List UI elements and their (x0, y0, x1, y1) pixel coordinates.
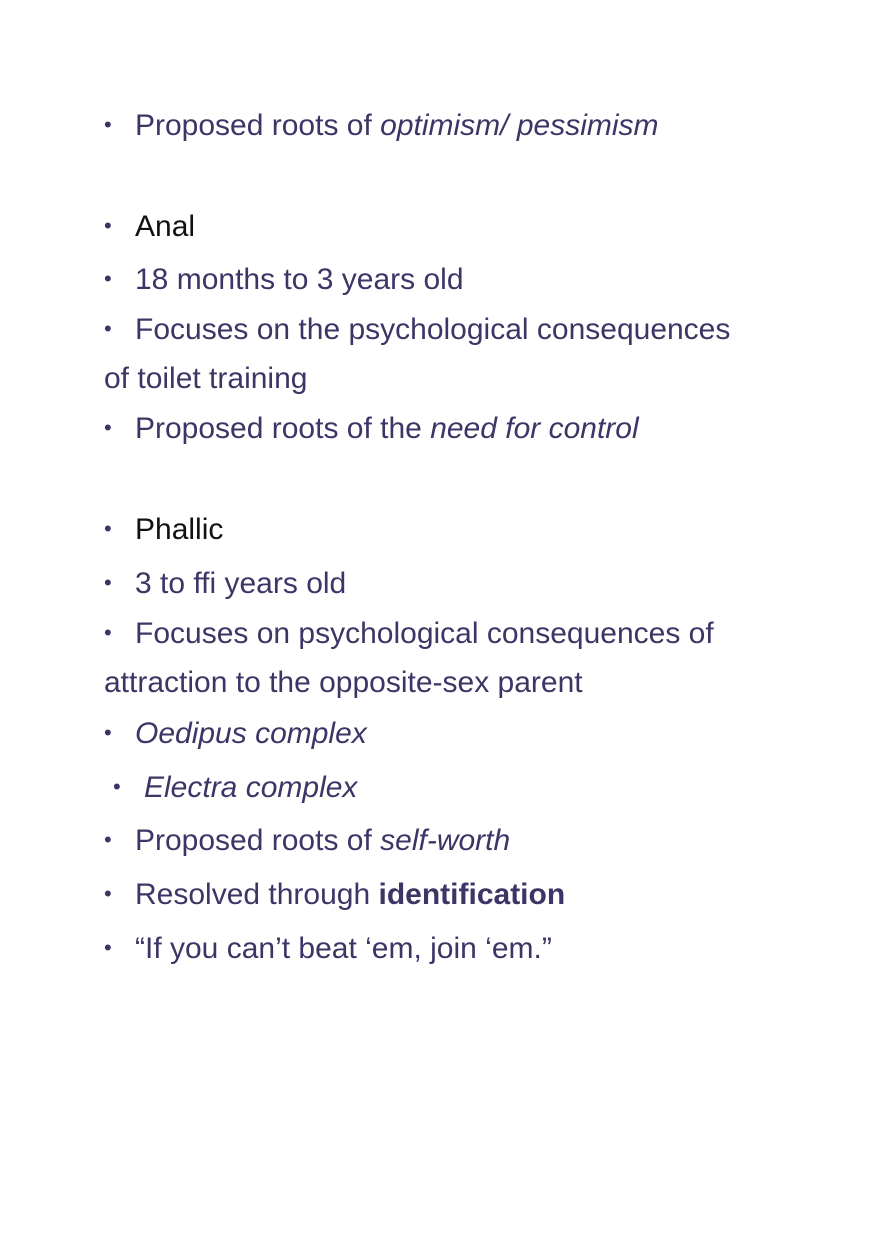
resolved-item (104, 876, 565, 913)
anal-focus-item (104, 311, 730, 348)
item-emphasis: need for control (430, 412, 639, 445)
bullet: • (104, 620, 112, 645)
anal-roots-item (104, 410, 639, 447)
bullet: • (104, 827, 112, 852)
phallic-age-item (104, 565, 346, 602)
bullet: • (104, 881, 112, 906)
item-text: Focuses on psychological consequences of (135, 617, 714, 650)
stage-title: Phallic (135, 513, 224, 546)
item-text: Focuses on the psychological consequences (135, 313, 731, 346)
quote-text: “If you can’t beat ‘em, join ‘em.” (135, 932, 552, 965)
phallic-roots-item (104, 822, 510, 859)
oedipus-item (104, 715, 367, 752)
phallic-heading (104, 511, 223, 548)
anal-heading (104, 208, 195, 245)
bullet: • (104, 316, 112, 341)
item-text: Proposed roots of (135, 824, 381, 857)
item-text: Proposed roots of (135, 109, 381, 142)
anal-age-item (104, 261, 464, 298)
item-emphasis: self-worth (380, 824, 511, 857)
item-text: of toilet training (104, 362, 308, 395)
electra-item (113, 769, 357, 806)
bullet: • (104, 516, 112, 541)
quote-item (104, 930, 552, 967)
bullet: • (104, 112, 112, 137)
phallic-focus-continuation (104, 665, 583, 701)
bullet: • (104, 266, 112, 291)
item-text: attraction to the opposite-sex parent (104, 666, 583, 699)
bullet: • (104, 415, 112, 440)
bullet: • (104, 935, 112, 960)
anal-focus-continuation (104, 361, 307, 397)
item-emphasis: optimism/ pessimism (380, 109, 659, 142)
item-emphasis: Oedipus complex (135, 717, 367, 750)
item-text: Proposed roots of the (135, 412, 431, 445)
item-emphasis: Electra complex (144, 771, 358, 804)
bullet: • (104, 213, 112, 238)
item-text: Resolved through (135, 878, 379, 911)
stage-title: Anal (135, 210, 196, 243)
item-bold: identification (378, 878, 566, 911)
oral-roots-item (104, 107, 659, 144)
phallic-focus-item (104, 615, 714, 652)
item-text: 3 to ffi years old (135, 567, 347, 600)
bullet: • (113, 774, 121, 799)
bullet: • (104, 720, 112, 745)
bullet: • (104, 570, 112, 595)
item-text: 18 months to 3 years old (135, 263, 464, 296)
